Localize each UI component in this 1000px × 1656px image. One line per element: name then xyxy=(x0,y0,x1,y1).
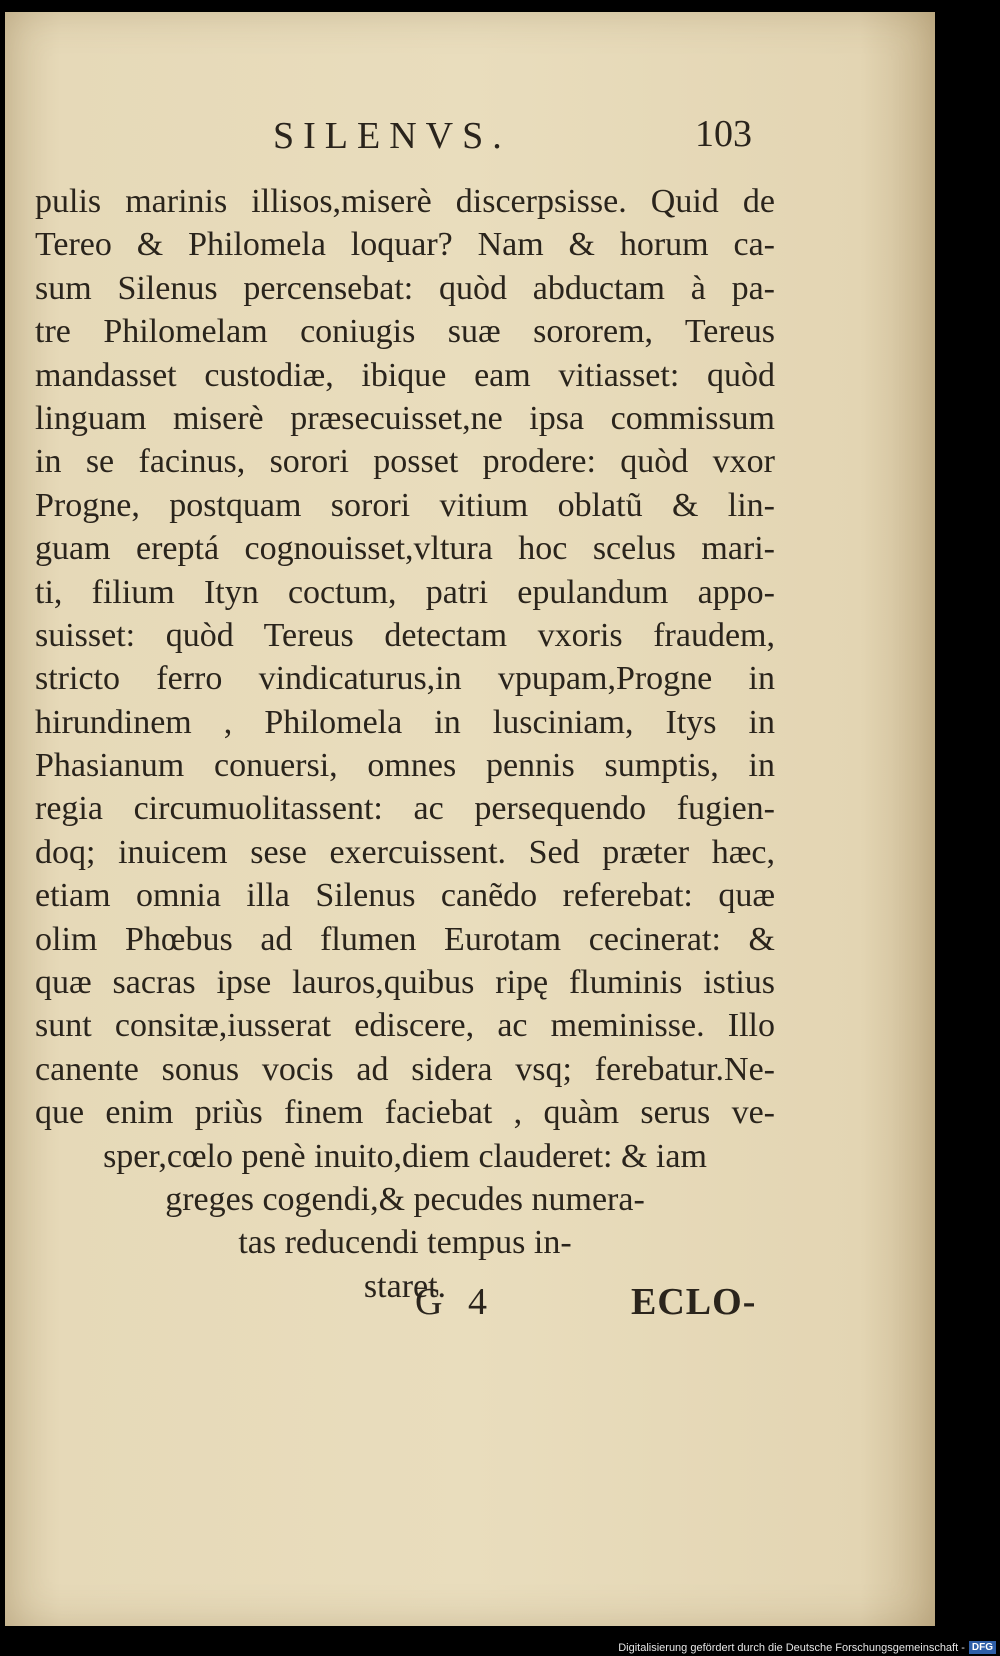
text-line: in se facinus, sorori posset prodere: quòd vxor xyxy=(35,443,775,481)
credit-text: Digitalisierung gefördert durch die Deutsche Forschungsgemeinschaft - xyxy=(618,1641,965,1654)
signature-mark: G 4 xyxy=(415,1281,495,1323)
text-line: Tereo & Philomela loquar? Nam & horum ca- xyxy=(35,226,775,264)
text-line: tre Philomelam coniugis suæ sororem, Tereus xyxy=(35,313,775,351)
text-line: mandasset custodiæ, ibique eam vitiasset: quòd xyxy=(35,356,775,394)
text-line: Progne, postquam sorori vitium oblatũ & lin- xyxy=(35,486,775,524)
text-line: doq; inuicem sese exercuissent. Sed præter hæc, xyxy=(35,833,775,871)
text-line: sum Silenus percensebat: quòd abductam à pa- xyxy=(35,269,775,307)
text-line: Phasianum conuersi, omnes pennis sumptis, in xyxy=(35,747,775,785)
text-line: que enim priùs finem faciebat , quàm serus ve- xyxy=(35,1094,775,1132)
text-line: ti, filium Ityn coctum, patri epulandum appo- xyxy=(35,573,775,611)
text-line: staret. xyxy=(363,1267,447,1305)
text-line: quæ sacras ipse lauros,quibus ripę fluminis istius xyxy=(35,964,775,1002)
page-number: 103 xyxy=(695,113,752,155)
text-line: hirundinem , Philomela in lusciniam, Itys in xyxy=(35,703,775,741)
text-line: etiam omnia illa Silenus canẽdo referebat: quæ xyxy=(35,877,775,915)
book-page xyxy=(5,12,935,1626)
dfg-logo-icon: DFG xyxy=(969,1641,996,1654)
text-line: guam ereptá cognouisset,vltura hoc scelus mari- xyxy=(35,530,775,568)
text-line: greges cogendi,& pecudes numera- xyxy=(165,1180,645,1218)
page-footer xyxy=(5,1280,935,1340)
text-line: tas reducendi tempus in- xyxy=(238,1224,572,1262)
text-line: stricto ferro vindicaturus,in vpupam,Progne in xyxy=(35,660,775,698)
body-text xyxy=(35,180,775,1308)
catchword: ECLO- xyxy=(631,1281,757,1323)
text-line: suisset: quòd Tereus detectam vxoris fraudem, xyxy=(35,616,775,654)
digitization-credit xyxy=(618,1641,996,1654)
text-line: olim Phœbus ad flumen Eurotam cecinerat: & xyxy=(35,920,775,958)
running-title: SILENVS. xyxy=(273,115,511,157)
running-head xyxy=(5,108,935,168)
text-line: pulis marinis illisos,miserè discerpsisse. Quid de xyxy=(35,183,775,220)
text-line: linguam miserè præsecuisset,ne ipsa commissum xyxy=(35,399,775,437)
text-line: sunt consitæ,iusserat ediscere, ac meminisse. Illo xyxy=(35,1007,775,1045)
text-line: sper,cœlo penè inuito,diem clauderet: & iam xyxy=(103,1137,707,1175)
text-line: regia circumuolitassent: ac persequendo fugien- xyxy=(35,790,775,828)
text-line: canente sonus vocis ad sidera vsq; ferebatur.Ne- xyxy=(35,1050,775,1088)
